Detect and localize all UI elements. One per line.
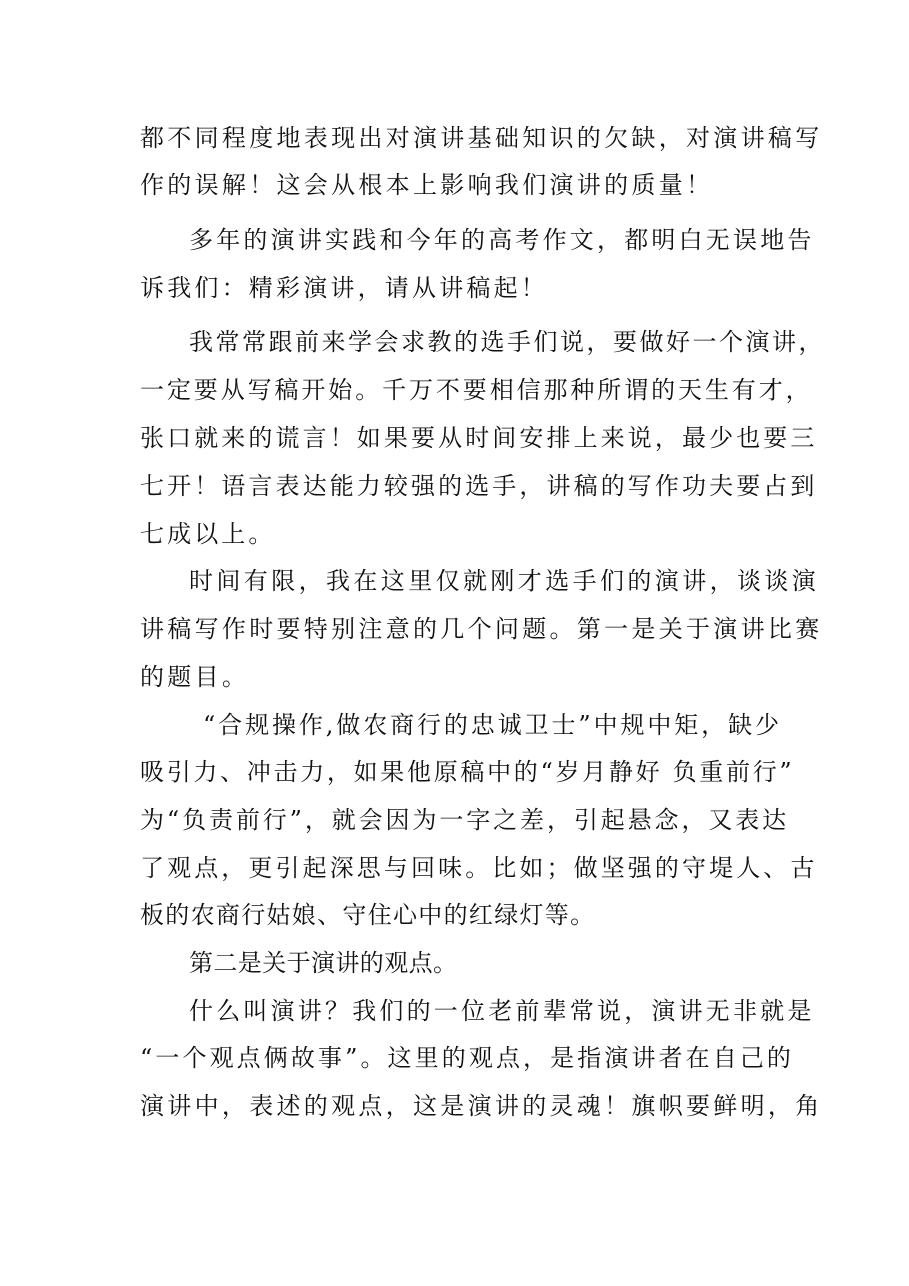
text-line: 作的误解！这会从根本上影响我们演讲的质量！ xyxy=(140,171,714,199)
text-line: 了观点，更引起深思与回味。比如；做坚强的守堤人、古 xyxy=(140,854,818,882)
text-line: 七成以上。 xyxy=(140,520,276,548)
text-line: “合规操作,做农商行的忠诚卫士”中规中矩，缺少 xyxy=(203,711,782,739)
text-line: 什么叫演讲？我们的一位老前辈常说，演讲无非就是 xyxy=(189,997,815,1025)
text-line: 我常常跟前来学会求教的选手们说，要做好一个演讲， xyxy=(189,328,825,356)
text-line: 演讲中，表述的观点，这是演讲的灵魂！旗帜要鲜明，角 xyxy=(140,1092,823,1120)
text-line: “一个观点俩故事”。这里的观点，是指演讲者在自己的 xyxy=(140,1044,795,1072)
text-line: 诉我们：精彩演讲，请从讲稿起！ xyxy=(140,274,548,302)
text-line: 为“负责前行”，就会因为一字之差，引起悬念，又表达 xyxy=(140,806,790,834)
text-line: 多年的演讲实践和今年的高考作文，都明白无误地告 xyxy=(189,226,815,254)
text-line: 的题目。 xyxy=(140,663,250,691)
text-line: 都不同程度地表现出对演讲基础知识的欠缺，对演讲稿写 xyxy=(140,124,823,152)
text-line: 吸引力、冲击力，如果他原稿中的“岁月静好 负重前行” xyxy=(140,758,795,786)
text-line: 张口就来的谎言！如果要从时间安排上来说，最少也要三 xyxy=(140,424,818,452)
text-line: 时间有限，我在这里仅就刚才选手们的演讲，谈谈演 xyxy=(189,567,820,595)
text-line: 七开！语言表达能力较强的选手，讲稿的写作功夫要占到 xyxy=(140,472,818,500)
text-line: 第二是关于演讲的观点。 xyxy=(189,949,458,977)
text-line: 板的农商行姑娘、守住心中的红绿灯等。 xyxy=(140,901,596,929)
text-line: 讲稿写作时要特别注意的几个问题。第一是关于演讲比赛 xyxy=(140,615,823,643)
text-line: 一定要从写稿开始。千万不要相信那种所谓的天生有才， xyxy=(140,376,813,404)
